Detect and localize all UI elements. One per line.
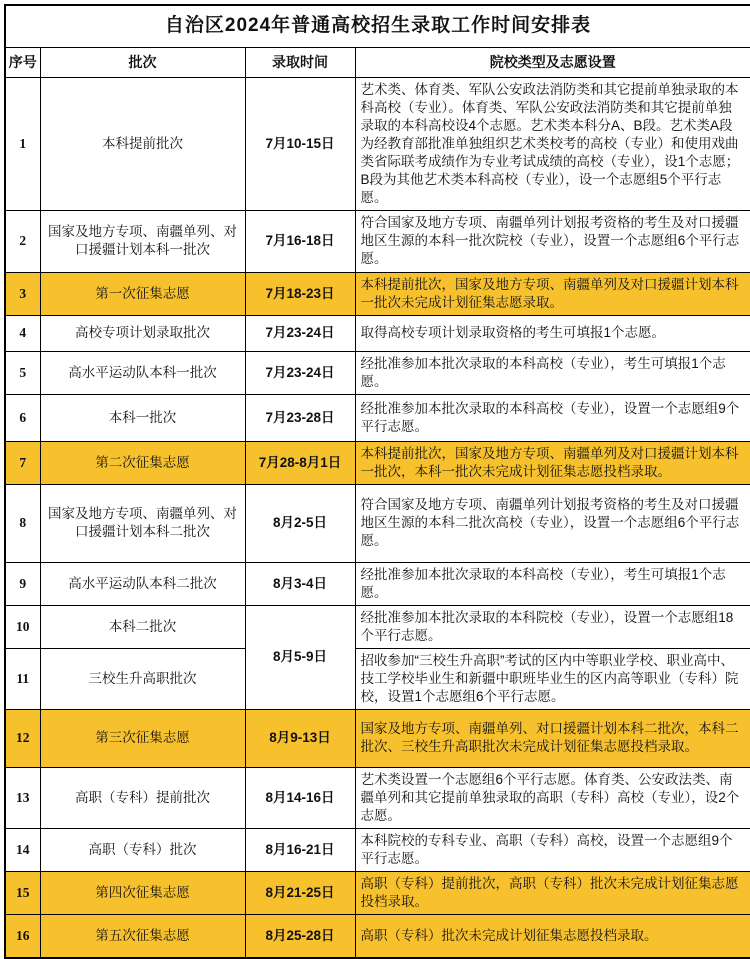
time-cell: 7月23-28日 bbox=[245, 394, 355, 441]
table-row bbox=[5, 605, 750, 648]
time-cell: 7月23-24日 bbox=[245, 351, 355, 394]
table-row bbox=[5, 484, 750, 562]
row-number: 4 bbox=[5, 315, 40, 351]
table-row bbox=[5, 648, 750, 709]
time-cell: 7月23-24日 bbox=[245, 315, 355, 351]
col-header-batch: 批次 bbox=[40, 47, 245, 77]
title-row bbox=[5, 5, 750, 47]
table-row bbox=[5, 315, 750, 351]
desc-cell: 本科院校的专科专业、高职（专科）高校，设置一个志愿组9个平行志愿。 bbox=[355, 828, 750, 871]
time-cell-merged: 8月5-9日 bbox=[245, 605, 355, 709]
desc-cell: 经批准参加本批次录取的本科高校（专业），设置一个志愿组9个平行志愿。 bbox=[355, 394, 750, 441]
row-number: 8 bbox=[5, 484, 40, 562]
desc-cell: 本科提前批次，国家及地方专项、南疆单列及对口援疆计划本科一批次，本科一批次未完成计划征集志愿投档录取。 bbox=[355, 441, 750, 484]
table-row bbox=[5, 394, 750, 441]
row-number: 13 bbox=[5, 767, 40, 828]
row-number: 11 bbox=[5, 648, 40, 709]
desc-cell: 取得高校专项计划录取资格的考生可填报1个志愿。 bbox=[355, 315, 750, 351]
time-cell: 7月28-8月1日 bbox=[245, 441, 355, 484]
desc-cell: 经批准参加本批次录取的本科院校（专业），设置一个志愿组18个平行志愿。 bbox=[355, 605, 750, 648]
time-cell: 8月16-21日 bbox=[245, 828, 355, 871]
time-cell: 8月21-25日 bbox=[245, 871, 355, 914]
desc-cell: 高职（专科）批次未完成计划征集志愿投档录取。 bbox=[355, 914, 750, 958]
table-row bbox=[5, 77, 750, 210]
time-cell: 8月14-16日 bbox=[245, 767, 355, 828]
table-row bbox=[5, 767, 750, 828]
batch-cell: 高职（专科）批次 bbox=[40, 828, 245, 871]
table-row-highlighted bbox=[5, 709, 750, 767]
desc-cell: 国家及地方专项、南疆单列、对口援疆计划本科二批次，本科二批次、三校生升高职批次未完成计划征集志愿投档录取。 bbox=[355, 709, 750, 767]
desc-cell: 经批准参加本批次录取的本科高校（专业），考生可填报1个志愿。 bbox=[355, 562, 750, 605]
row-number: 3 bbox=[5, 272, 40, 315]
batch-cell: 第四次征集志愿 bbox=[40, 871, 245, 914]
batch-cell: 本科二批次 bbox=[40, 605, 245, 648]
time-cell: 8月9-13日 bbox=[245, 709, 355, 767]
col-header-desc: 院校类型及志愿设置 bbox=[355, 47, 750, 77]
batch-cell: 高水平运动队本科一批次 bbox=[40, 351, 245, 394]
desc-cell: 招收参加“三校生升高职”考试的区内中等职业学校、职业高中、技工学校毕业生和新疆中职班毕业生的区内高等职业（专科）院校，设置1个志愿组6个平行志愿。 bbox=[355, 648, 750, 709]
desc-cell: 高职（专科）提前批次，高职（专科）批次未完成计划征集志愿投档录取。 bbox=[355, 871, 750, 914]
batch-cell: 三校生升高职批次 bbox=[40, 648, 245, 709]
batch-cell: 高水平运动队本科二批次 bbox=[40, 562, 245, 605]
table-row bbox=[5, 562, 750, 605]
row-number: 10 bbox=[5, 605, 40, 648]
row-number: 7 bbox=[5, 441, 40, 484]
table-row-highlighted bbox=[5, 272, 750, 315]
page-title: 自治区2024年普通高校招生录取工作时间安排表 bbox=[5, 5, 750, 47]
time-cell: 7月16-18日 bbox=[245, 210, 355, 272]
row-number: 14 bbox=[5, 828, 40, 871]
batch-cell: 高职（专科）提前批次 bbox=[40, 767, 245, 828]
admission-schedule-table bbox=[4, 4, 750, 959]
batch-cell: 第五次征集志愿 bbox=[40, 914, 245, 958]
table-row-highlighted bbox=[5, 441, 750, 484]
desc-cell: 艺术类、体育类、军队公安政法消防类和其它提前单独录取的本科高校（专业）。体育类、军队公安政法消防类和其它提前单独录取的本科高校设4个志愿。艺术类本科分A、B段。艺术类A段为经教育部批准单独组织艺术类校考的高校（专业）和使用戏曲类省际联考成绩作为专业考试成绩的高校（专业），设1个志愿；B段为其他艺术类本科高校（专业），设一个志愿组5个平行志愿。 bbox=[355, 77, 750, 210]
time-cell: 8月3-4日 bbox=[245, 562, 355, 605]
batch-cell: 第三次征集志愿 bbox=[40, 709, 245, 767]
batch-cell: 第一次征集志愿 bbox=[40, 272, 245, 315]
desc-cell: 本科提前批次，国家及地方专项、南疆单列及对口援疆计划本科一批次未完成计划征集志愿录取。 bbox=[355, 272, 750, 315]
table-row bbox=[5, 210, 750, 272]
desc-cell: 艺术类设置一个志愿组6个平行志愿。体育类、公安政法类、南疆单列和其它提前单独录取的高职（专科）高校（专业），设2个志愿。 bbox=[355, 767, 750, 828]
row-number: 12 bbox=[5, 709, 40, 767]
table-row-highlighted bbox=[5, 871, 750, 914]
row-number: 15 bbox=[5, 871, 40, 914]
time-cell: 8月25-28日 bbox=[245, 914, 355, 958]
row-number: 1 bbox=[5, 77, 40, 210]
row-number: 2 bbox=[5, 210, 40, 272]
col-header-time: 录取时间 bbox=[245, 47, 355, 77]
table-row bbox=[5, 351, 750, 394]
row-number: 16 bbox=[5, 914, 40, 958]
desc-cell: 符合国家及地方专项、南疆单列计划报考资格的考生及对口援疆地区生源的本科一批次院校（专业），设置一个志愿组6个平行志愿。 bbox=[355, 210, 750, 272]
time-cell: 8月2-5日 bbox=[245, 484, 355, 562]
time-cell: 7月18-23日 bbox=[245, 272, 355, 315]
col-header-no: 序号 bbox=[5, 47, 40, 77]
row-number: 5 bbox=[5, 351, 40, 394]
batch-cell: 本科提前批次 bbox=[40, 77, 245, 210]
batch-cell: 第二次征集志愿 bbox=[40, 441, 245, 484]
batch-cell: 本科一批次 bbox=[40, 394, 245, 441]
row-number: 9 bbox=[5, 562, 40, 605]
batch-cell: 国家及地方专项、南疆单列、对口援疆计划本科一批次 bbox=[40, 210, 245, 272]
time-cell: 7月10-15日 bbox=[245, 77, 355, 210]
table-row bbox=[5, 828, 750, 871]
desc-cell: 经批准参加本批次录取的本科高校（专业），考生可填报1个志愿。 bbox=[355, 351, 750, 394]
desc-cell: 符合国家及地方专项、南疆单列计划报考资格的考生及对口援疆地区生源的本科二批次高校（专业），设置一个志愿组6个平行志愿。 bbox=[355, 484, 750, 562]
row-number: 6 bbox=[5, 394, 40, 441]
header-row bbox=[5, 47, 750, 77]
batch-cell: 国家及地方专项、南疆单列、对口援疆计划本科二批次 bbox=[40, 484, 245, 562]
batch-cell: 高校专项计划录取批次 bbox=[40, 315, 245, 351]
table-row-highlighted bbox=[5, 914, 750, 958]
